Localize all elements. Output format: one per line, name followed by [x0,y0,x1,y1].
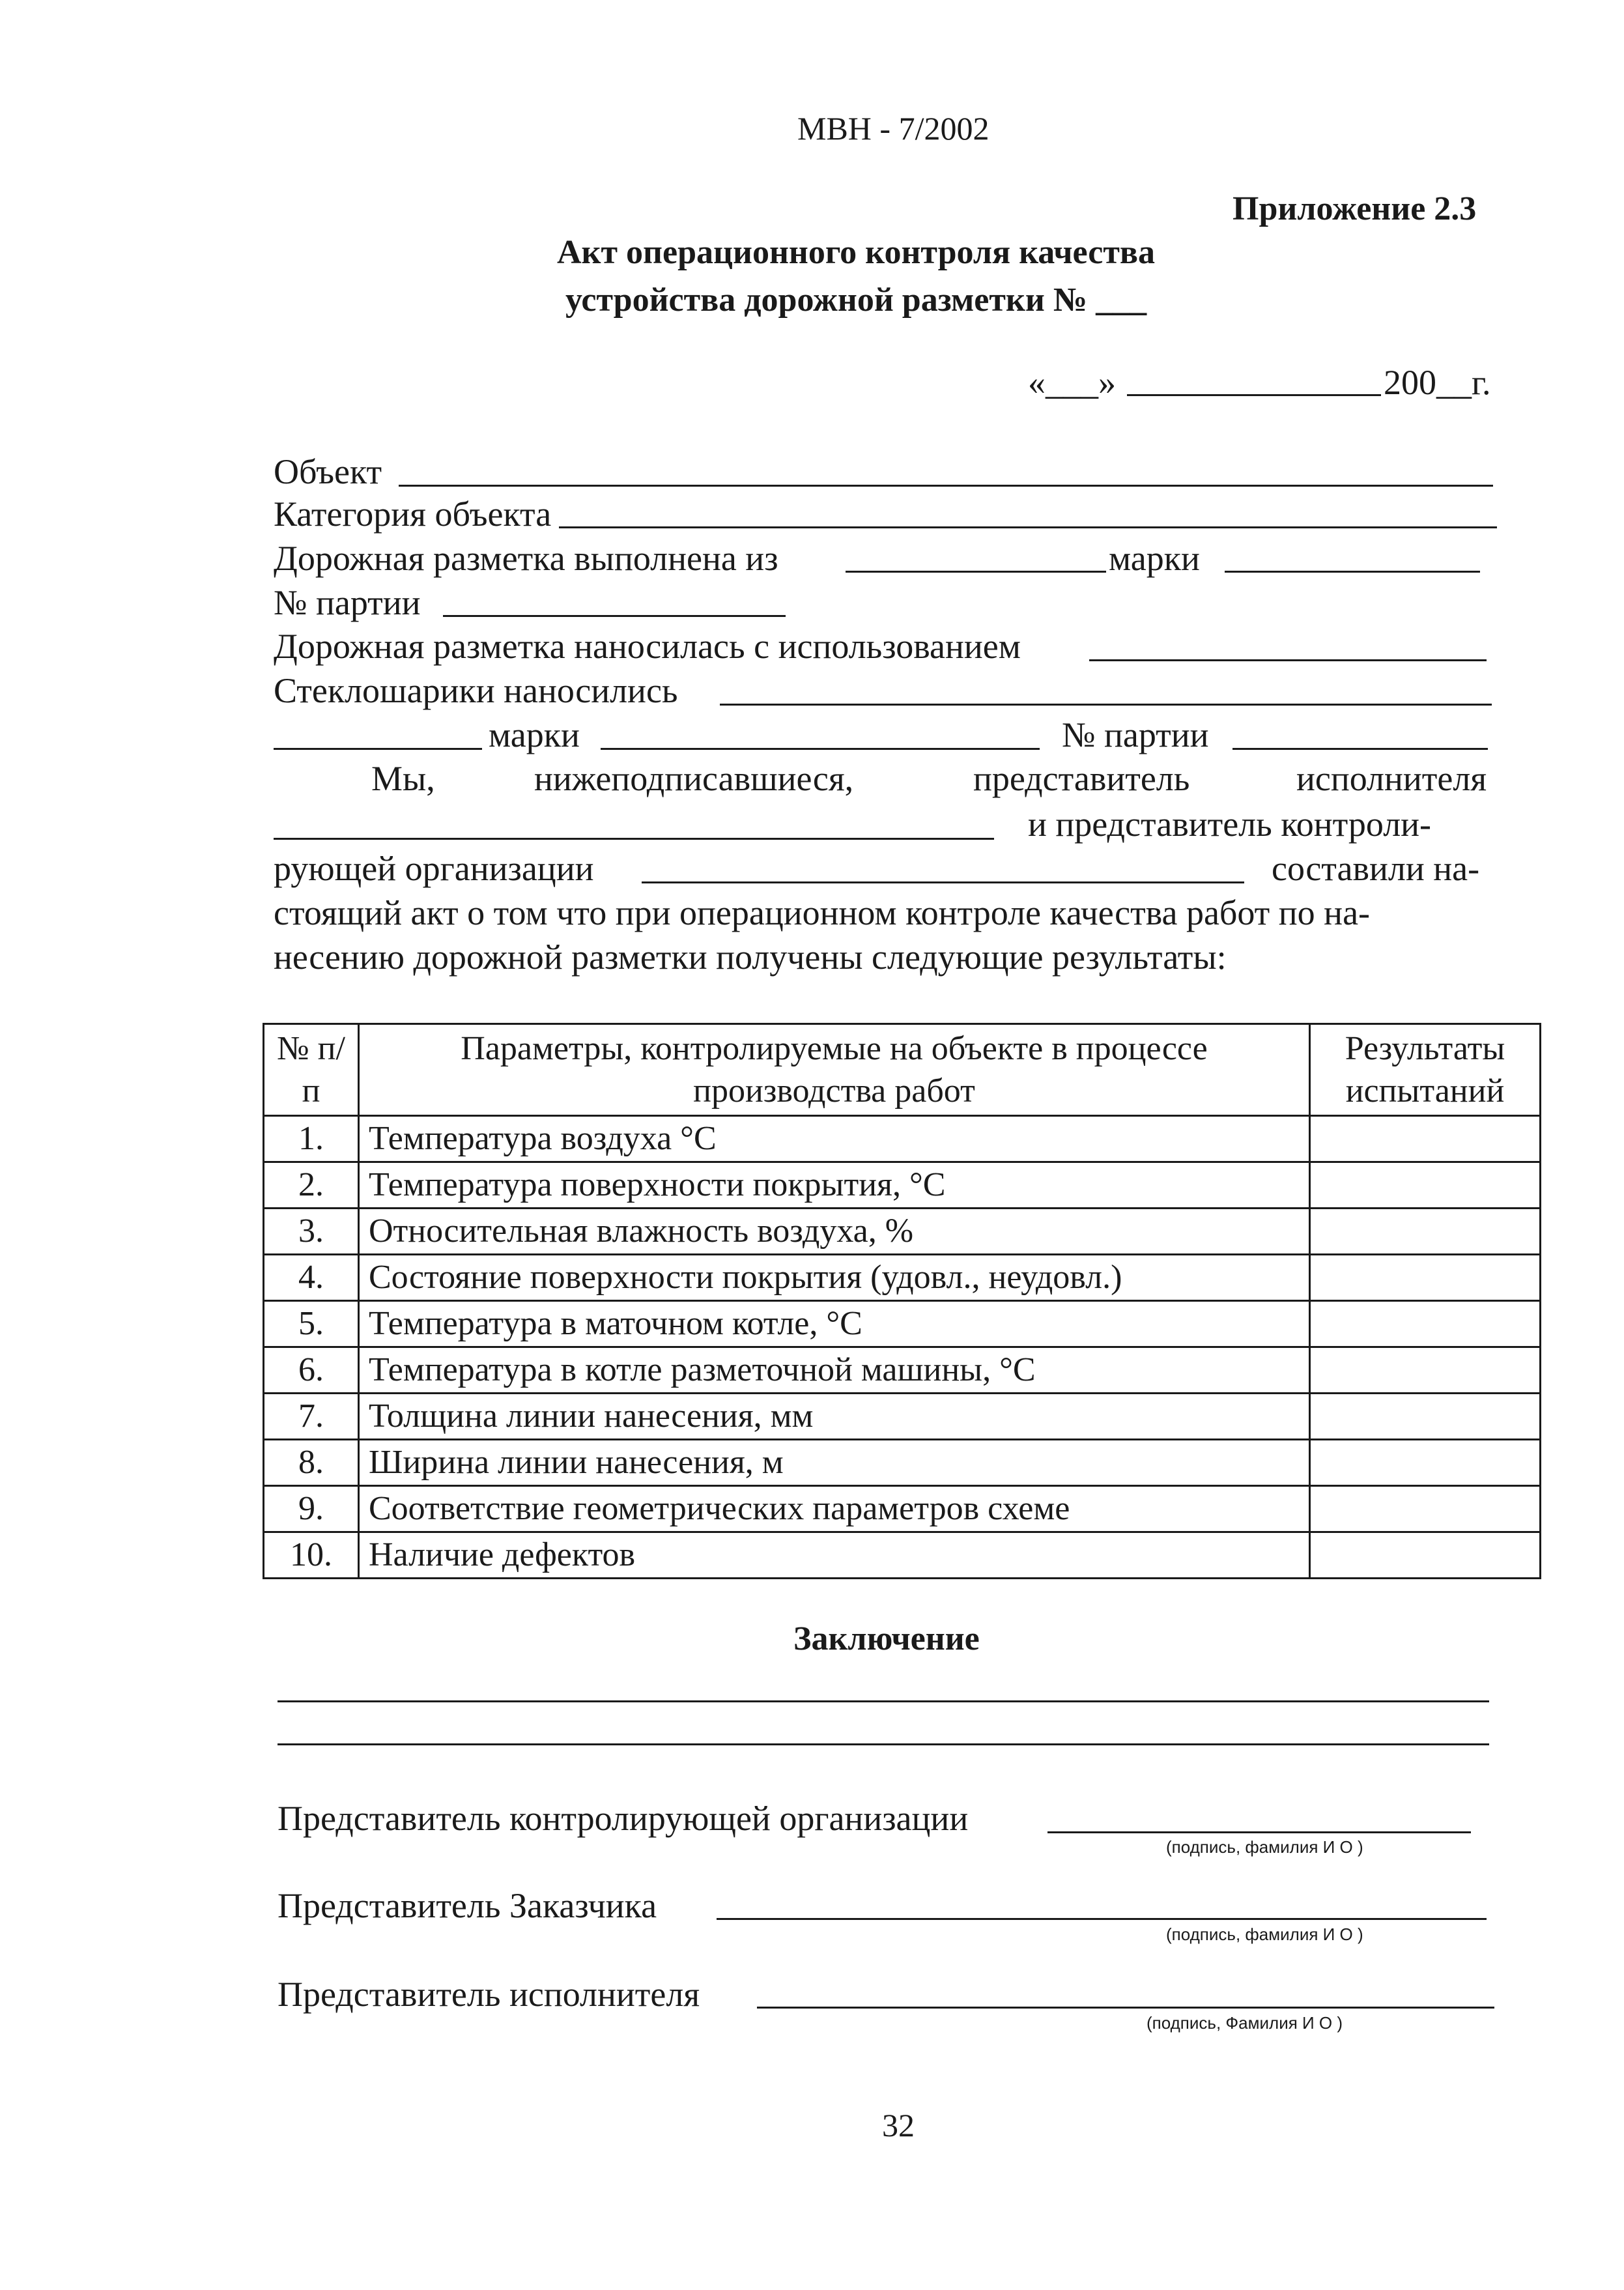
para-line5: несению дорожной разметки получены следующие результаты: [274,937,1227,977]
row-param: Температура поверхности покрытия, °С [359,1162,1310,1209]
row-result[interactable] [1310,1162,1541,1209]
row-num: 6. [264,1347,359,1394]
page-number: 32 [882,2107,915,2143]
para-line2: и представитель контроли- [1028,805,1432,844]
row-param: Состояние поверхности покрытия (удовл., неудовл.) [359,1255,1310,1301]
conclusion-line-2[interactable] [278,1743,1489,1745]
date-month-line [1127,394,1381,396]
applied-with-label: Дорожная разметка наносилась с использованием [274,627,1021,666]
row-num: 1. [264,1116,359,1162]
row-result[interactable] [1310,1255,1541,1301]
batch-line[interactable] [443,615,786,617]
row-param: Наличие дефектов [359,1532,1310,1579]
signature-hint-controller: (подпись, фамилия И О ) [1166,1837,1363,1857]
row-result[interactable] [1310,1486,1541,1532]
row-param: Толщина линии нанесения, мм [359,1394,1310,1440]
table-row [264,1301,1541,1347]
category-label: Категория объекта [274,494,552,534]
made-from-line[interactable] [846,571,1106,573]
para-line3-end: составили на- [1272,849,1480,888]
row-param: Относительная влажность воздуха, % [359,1209,1310,1255]
row-result[interactable] [1310,1347,1541,1394]
row-param: Ширина линии нанесения, м [359,1440,1310,1486]
batch2-label: № партии [1062,715,1209,754]
brand2-label: марки [489,715,580,754]
row-num: 4. [264,1255,359,1301]
conclusion-title: Заключение [793,1620,980,1657]
object-label: Объект [274,452,382,491]
row-result[interactable] [1310,1394,1541,1440]
object-line[interactable] [399,485,1493,487]
brand2-line[interactable] [601,748,1040,750]
doc-code: МВН - 7/2002 [797,110,990,147]
executor-rep-line[interactable] [274,838,994,840]
row-num: 7. [264,1394,359,1440]
signature-label-customer: Представитель Заказчика [278,1886,657,1925]
para-line3-start: рующей организации [274,849,594,888]
beads-type-line[interactable] [274,748,482,750]
row-num: 5. [264,1301,359,1347]
results-table [263,1023,1541,1579]
applied-with-line[interactable] [1089,659,1487,661]
signature-line-customer[interactable] [717,1918,1487,1920]
para-undersigned: нижеподписавшиеся, [534,759,854,798]
glass-beads-label: Стеклошарики наносились [274,671,678,710]
brand-line[interactable] [1225,571,1480,573]
signature-hint-customer: (подпись, фамилия И О ) [1166,1925,1363,1944]
table-row [264,1255,1541,1301]
signature-hint-executor: (подпись, Фамилия И О ) [1147,2013,1343,2033]
batch2-line[interactable] [1232,748,1488,750]
row-param: Температура в котле разметочной машины, °С [359,1347,1310,1394]
row-num: 8. [264,1440,359,1486]
appendix-label: Приложение 2.3 [1232,190,1477,227]
header-num: № п/п [264,1024,359,1116]
title-line1: Акт операционного контроля качества [557,234,1155,271]
title-line2: устройства дорожной разметки № ___ [565,281,1147,319]
controller-rep-line[interactable] [642,881,1244,883]
conclusion-line-1[interactable] [278,1700,1489,1702]
table-row [264,1162,1541,1209]
table-header-row [264,1024,1541,1116]
row-result[interactable] [1310,1301,1541,1347]
para-we: Мы, [371,759,435,798]
row-param: Температура воздуха °С [359,1116,1310,1162]
table-row [264,1486,1541,1532]
para-executor: исполнителя [1296,759,1487,798]
table-row [264,1394,1541,1440]
row-num: 10. [264,1532,359,1579]
date-year: 200__г. [1384,363,1491,402]
category-line[interactable] [559,526,1497,528]
date-day: «___» [1028,363,1116,402]
table-row [264,1532,1541,1579]
row-result[interactable] [1310,1532,1541,1579]
para-representative: представитель [973,759,1190,798]
glass-beads-line[interactable] [720,704,1492,706]
table-row [264,1116,1541,1162]
row-param: Соответствие геометрических параметров схеме [359,1486,1310,1532]
batch-label: № партии [274,583,421,622]
para-line4: стоящий акт о том что при операционном контроле качества работ по на- [274,893,1371,932]
signature-line-controller[interactable] [1047,1831,1471,1833]
brand-label: марки [1109,539,1200,578]
signature-label-executor: Представитель исполнителя [278,1975,700,2014]
row-result[interactable] [1310,1440,1541,1486]
header-results: Результаты испытаний [1310,1024,1541,1116]
row-num: 3. [264,1209,359,1255]
table-row [264,1347,1541,1394]
row-num: 2. [264,1162,359,1209]
signature-label-controller: Представитель контролирующей организации [278,1799,969,1838]
row-num: 9. [264,1486,359,1532]
row-result[interactable] [1310,1209,1541,1255]
table-row [264,1209,1541,1255]
made-from-label: Дорожная разметка выполнена из [274,539,778,578]
header-params: Параметры, контролируемые на объекте в процессе производства работ [359,1024,1310,1116]
signature-line-executor[interactable] [757,2007,1494,2009]
table-row [264,1440,1541,1486]
row-result[interactable] [1310,1116,1541,1162]
row-param: Температура в маточном котле, °С [359,1301,1310,1347]
